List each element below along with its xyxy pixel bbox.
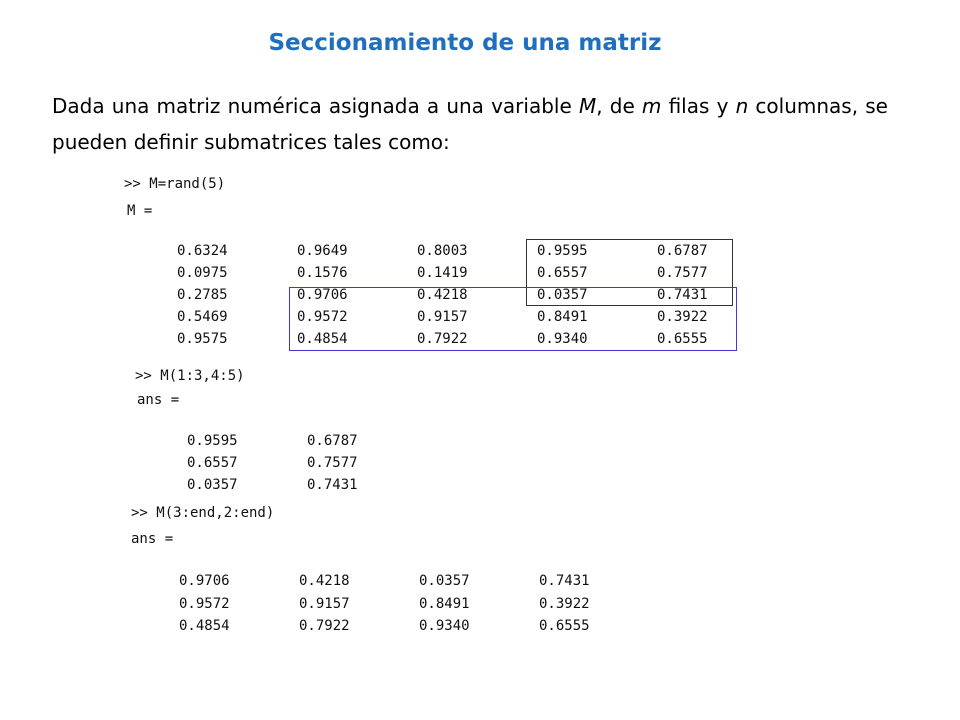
- matrix-cell: 0.0357: [537, 287, 588, 303]
- matrix-cell: 0.4218: [299, 573, 350, 589]
- matrix-cell: 0.8491: [419, 595, 470, 612]
- result-label-ans-2: ans =: [131, 531, 174, 547]
- matrix-cell: 0.9340: [419, 618, 470, 634]
- matrix-cell: 0.9572: [179, 595, 230, 612]
- matrix-cell: 0.9595: [537, 243, 588, 259]
- matrix-cell: 0.6555: [657, 331, 708, 347]
- matrix-cell: 0.6787: [307, 433, 358, 449]
- matrix-cell: 0.9340: [537, 331, 588, 347]
- matrix-cell: 0.2785: [177, 287, 228, 303]
- matrix-cell: 0.5469: [177, 309, 228, 325]
- intro-var-m: m: [641, 94, 662, 118]
- matrix-cell: 0.7922: [417, 331, 468, 347]
- matrix-cell: 0.6787: [657, 243, 708, 259]
- matrix-cell: 0.4854: [179, 618, 230, 634]
- matrix-cell: 0.6557: [537, 265, 588, 281]
- highlight-box-rows3-end-cols2-end: [289, 287, 737, 351]
- matrix-cell: 0.4854: [297, 331, 348, 347]
- matrix-cell: 0.3922: [539, 595, 590, 612]
- matrix-cell: 0.6557: [187, 455, 238, 471]
- result-label-M: M =: [127, 203, 153, 219]
- matrix-cell: 0.9595: [187, 433, 238, 449]
- matrix-cell: 0.7431: [307, 477, 358, 493]
- matrix-cell: 0.0357: [419, 573, 470, 589]
- matrix-cell: 0.7922: [299, 618, 350, 634]
- intro-var-n: n: [735, 94, 749, 118]
- command-rand: >> M=rand(5): [124, 176, 226, 192]
- matrix-cell: 0.9706: [297, 287, 348, 303]
- matrix-cell: 0.9706: [179, 573, 230, 589]
- matrix-cell: 0.0357: [187, 477, 238, 493]
- matrix-cell: 0.7577: [657, 265, 708, 281]
- matrix-cell: 0.1419: [417, 265, 468, 281]
- matrix-cell: 0.0975: [177, 265, 228, 281]
- matrix-cell: 0.9649: [297, 243, 348, 259]
- intro-text-2: , de: [596, 94, 642, 118]
- matrix-cell: 0.6324: [177, 243, 228, 259]
- matrix-cell: 0.8003: [417, 243, 468, 259]
- result-label-ans-1: ans =: [137, 392, 180, 408]
- matrix-cell: 0.7431: [539, 573, 590, 589]
- matrix-cell: 0.6555: [539, 618, 590, 634]
- command-submatrix-1: >> M(1:3,4:5): [135, 368, 245, 384]
- intro-var-M: M: [578, 94, 597, 118]
- matrix-cell: 0.4218: [417, 287, 468, 303]
- matrix-cell: 0.7431: [657, 287, 708, 303]
- matrix-cell: 0.3922: [657, 309, 708, 325]
- matrix-cell: 0.7577: [307, 455, 358, 471]
- matrix-cell: 0.9575: [177, 331, 228, 347]
- matrix-cell: 0.9572: [297, 309, 348, 325]
- matrix-cell: 0.9157: [417, 309, 468, 325]
- matrix-cell: 0.9157: [299, 595, 350, 612]
- slide-title: Seccionamiento de una matriz: [268, 30, 662, 56]
- intro-text-1: Dada una matriz numérica asignada a una variable: [52, 94, 579, 118]
- intro-text-4: columnas, se pueden definir submatrices tales como:: [52, 94, 888, 154]
- intro-text-3: filas y: [661, 94, 736, 118]
- command-submatrix-2: >> M(3:end,2:end): [131, 505, 275, 521]
- matrix-cell: 0.1576: [297, 265, 348, 281]
- matrix-cell: 0.8491: [537, 309, 588, 325]
